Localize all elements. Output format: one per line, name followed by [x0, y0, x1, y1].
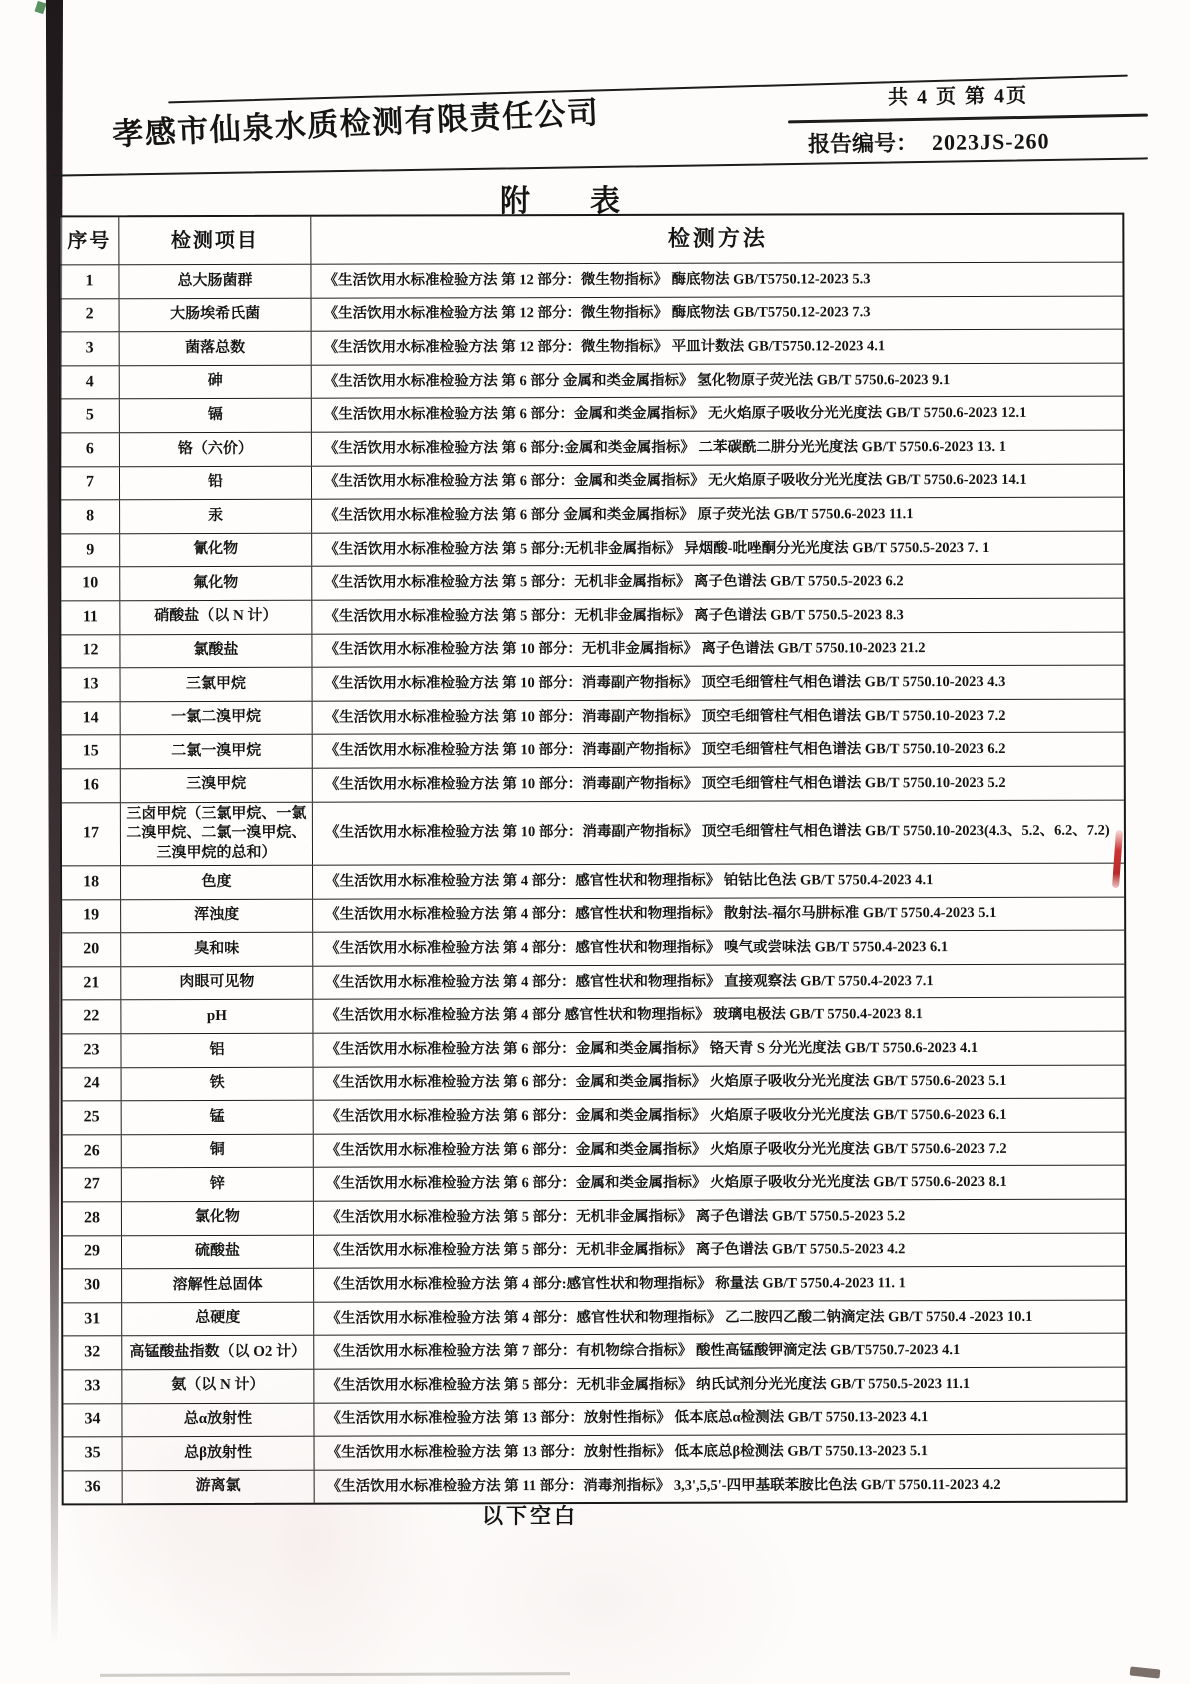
method-cell: 《生活饮用水标准检验方法 第 13 部分：放射性指标》 低本底总β检测法 GB/T 5750.13-2023 5.1 [314, 1435, 1126, 1470]
row-number-cell: 28 [83, 1209, 100, 1227]
item-name-cell: 砷 [119, 366, 311, 399]
item-name-cell: 总硬度 [121, 1302, 313, 1335]
table-row [63, 1333, 1125, 1369]
item-name-cell: 臭和味 [120, 933, 312, 966]
item-name-cell: 三卤甲烷（三氯甲烷、一氯二溴甲烷、二氯一溴甲烷、三溴甲烷的总和） [120, 802, 312, 865]
method-cell: 《生活饮用水标准检验方法 第 12 部分：微生物指标》 酶底物法 GB/T5750.12-2023 5.3 [310, 263, 1122, 298]
bottom-right-mark [1130, 1666, 1161, 1678]
table-row [63, 1367, 1125, 1403]
table-row [63, 1266, 1125, 1302]
table-row [63, 1199, 1125, 1235]
method-cell: 《生活饮用水标准检验方法 第 6 部分：金属和类金属指标》 火焰原子吸收分光光度法 GB/T 5750.6-2023 8.1 [313, 1166, 1125, 1201]
green-corner-mark [35, 1, 47, 14]
method-cell: 《生活饮用水标准检验方法 第 4 部分：感官性状和物理指标》 铂钴比色法 GB/T 5750.4-2023 4.1 [312, 864, 1124, 899]
item-name-cell: 氯酸盐 [119, 634, 311, 667]
row-number-cell: 18 [83, 873, 100, 891]
table-row [64, 1434, 1126, 1470]
table-row [62, 896, 1124, 932]
table-row [61, 362, 1123, 398]
footer-note: 以下空白 [482, 1504, 578, 1528]
row-number-cell: 14 [82, 708, 99, 726]
row-number-cell: 27 [83, 1175, 100, 1193]
item-name-cell: 总β放射性 [122, 1437, 314, 1470]
method-cell: 《生活饮用水标准检验方法 第 4 部分：感官性状和物理指标》 乙二胺四乙酸二钠滴定法 GB/T 5750.4 -2023 10.1 [313, 1300, 1125, 1335]
table-row [62, 930, 1124, 966]
report-number [808, 124, 1050, 158]
table-row [61, 564, 1123, 600]
table-row [61, 295, 1123, 331]
table-row [62, 799, 1124, 865]
item-name-cell: 铜 [121, 1134, 313, 1167]
item-name-cell: 铅 [119, 466, 311, 499]
methods-table [58, 213, 1127, 1506]
method-cell: 《生活饮用水标准检验方法 第 11 部分：消毒剂指标》 3,3',5,5'-四甲基联苯胺比色法 GB/T 5750.11-2023 4.2 [314, 1468, 1126, 1503]
item-name-cell: 总α放射性 [121, 1403, 313, 1436]
table-row [61, 530, 1123, 566]
item-name-cell: 铬（六价） [119, 433, 311, 466]
method-cell: 《生活饮用水标准检验方法 第 6 部分:金属和类金属指标》 二苯碳酰二肼分光光度法 GB/T 5750.6-2023 13. 1 [311, 431, 1123, 466]
row-number-cell: 30 [84, 1276, 101, 1294]
report-number-label: 报告编号： [807, 130, 919, 157]
table-row [63, 1232, 1125, 1268]
method-cell: 《生活饮用水标准检验方法 第 13 部分：放射性指标》 低本底总α检测法 GB/T 5750.13-2023 4.1 [313, 1401, 1125, 1436]
table-row [63, 1131, 1125, 1167]
row-number-cell: 6 [85, 440, 94, 458]
row-number-cell: 23 [83, 1041, 100, 1059]
row-number-cell: 26 [83, 1141, 100, 1159]
row-number-cell: 32 [84, 1343, 101, 1361]
method-cell: 《生活饮用水标准检验方法 第 5 部分：无机非金属指标》 离子色谱法 GB/T 5750.5-2023 8.3 [311, 599, 1123, 634]
table-row [63, 1400, 1125, 1436]
method-cell: 《生活饮用水标准检验方法 第 10 部分：消毒副产物指标》 顶空毛细管柱气相色谱法 GB/T 5750.10-2023 6.2 [312, 733, 1124, 768]
table-row [61, 463, 1123, 499]
item-name-cell: 铝 [120, 1034, 312, 1067]
row-number-cell: 4 [85, 372, 94, 390]
table-row [61, 598, 1123, 634]
table-row [63, 1064, 1125, 1100]
method-cell: 《生活饮用水标准检验方法 第 6 部分：金属和类金属指标》 火焰原子吸收分光光度法 GB/T 5750.6-2023 5.1 [313, 1065, 1125, 1100]
table-row [63, 1098, 1125, 1134]
table-body [60, 262, 1125, 1504]
table-row [63, 1165, 1125, 1201]
header-cell-method: 检测方法 [310, 215, 1122, 264]
row-number-cell: 9 [86, 540, 95, 558]
item-name-cell: 大肠埃希氏菌 [119, 298, 311, 331]
item-name-cell: 一氯二溴甲烷 [120, 701, 312, 734]
row-number-cell: 7 [85, 473, 95, 491]
header-cell-item: 检测项目 [118, 217, 310, 265]
method-cell: 《生活饮用水标准检验方法 第 5 部分：无机非金属指标》 离子色谱法 GB/T 5750.5-2023 6.2 [311, 565, 1123, 600]
bottom-edge-smudge [100, 1672, 570, 1677]
row-number-cell: 3 [85, 339, 94, 357]
item-name-cell: 氯化物 [121, 1202, 313, 1235]
row-number-cell: 16 [82, 776, 99, 794]
item-name-cell: 浑浊度 [120, 899, 312, 932]
row-number-cell: 25 [83, 1108, 100, 1126]
method-cell: 《生活饮用水标准检验方法 第 6 部分 金属和类金属指标》 原子荧光法 GB/T 5750.6-2023 11.1 [311, 498, 1123, 533]
table-row [62, 863, 1124, 899]
item-name-cell: 总大肠菌群 [118, 265, 310, 298]
row-number-cell: 2 [85, 305, 94, 323]
table-row [62, 698, 1124, 734]
method-cell: 《生活饮用水标准检验方法 第 5 部分:无机非金属指标》 异烟酸-吡唑酮分光光度法 GB/T 5750.5-2023 7. 1 [311, 531, 1123, 566]
row-number-cell: 10 [82, 574, 99, 592]
item-name-cell: 菌落总数 [119, 332, 311, 365]
row-number-cell: 12 [82, 641, 99, 659]
row-number-cell: 19 [83, 906, 100, 924]
item-name-cell: 硫酸盐 [121, 1235, 313, 1268]
row-number-cell: 29 [84, 1242, 101, 1260]
table-row [61, 497, 1123, 533]
item-name-cell: 镉 [119, 399, 311, 432]
row-number-cell: 33 [84, 1377, 101, 1395]
table-row [64, 1467, 1126, 1503]
table-row [61, 631, 1123, 667]
item-name-cell: 溶解性总固体 [121, 1269, 313, 1302]
header-rule-bottom [52, 157, 1148, 177]
item-name-cell: 色度 [120, 866, 312, 899]
row-number-cell: 36 [84, 1477, 101, 1495]
table-row [62, 1031, 1124, 1067]
item-name-cell: 氰化物 [119, 533, 311, 566]
method-cell: 《生活饮用水标准检验方法 第 10 部分：消毒副产物指标》 顶空毛细管柱气相色谱法 GB/T 5750.10-2023 7.2 [312, 699, 1124, 734]
row-number-cell: 13 [82, 675, 99, 693]
method-cell: 《生活饮用水标准检验方法 第 5 部分：无机非金属指标》 离子色谱法 GB/T 5750.5-2023 5.2 [313, 1200, 1125, 1235]
row-number-cell: 17 [82, 824, 99, 842]
method-cell: 《生活饮用水标准检验方法 第 10 部分：消毒副产物指标》 顶空毛细管柱气相色谱法 GB/T 5750.10-2023 5.2 [312, 767, 1124, 802]
row-number-cell: 1 [85, 272, 94, 290]
row-number-cell: 35 [84, 1444, 101, 1462]
table-row [60, 262, 1122, 298]
item-name-cell: 高锰酸盐指数（以 O2 计） [121, 1336, 313, 1369]
method-cell: 《生活饮用水标准检验方法 第 4 部分：感官性状和物理指标》 直接观察法 GB/T 5750.4-2023 7.1 [312, 964, 1124, 999]
table-row [62, 997, 1124, 1033]
item-name-cell: 三氯甲烷 [119, 668, 311, 701]
item-name-cell: 铁 [121, 1067, 313, 1100]
row-number-cell: 5 [85, 406, 94, 424]
method-cell: 《生活饮用水标准检验方法 第 6 部分：金属和类金属指标》 无火焰原子吸收分光光度法 GB/T 5750.6-2023 12.1 [311, 397, 1123, 432]
item-name-cell: 汞 [119, 500, 311, 533]
company-name: 孝感市仙泉水质检测有限责任公司 [111, 94, 601, 153]
table-header-row [60, 215, 1122, 265]
page-count: 共 4 页 第 4页 [887, 85, 1029, 109]
item-name-cell: 游离氯 [122, 1470, 314, 1503]
item-name-cell: pH [120, 1000, 312, 1033]
row-number-cell: 20 [83, 940, 100, 958]
report-number-value: 2023JS-260 [931, 128, 1050, 155]
pageinfo-underline [788, 114, 1148, 124]
row-number-cell: 8 [86, 507, 95, 525]
header-cell-no: 序号 [67, 229, 112, 252]
method-cell: 《生活饮用水标准检验方法 第 5 部分：无机非金属指标》 纳氏试剂分光光度法 GB/T 5750.5-2023 11.1 [313, 1368, 1125, 1403]
method-cell: 《生活饮用水标准检验方法 第 12 部分：微生物指标》 酶底物法 GB/T5750.12-2023 7.3 [311, 296, 1123, 331]
table-row [62, 963, 1124, 999]
table-row [62, 732, 1124, 768]
method-cell: 《生活饮用水标准检验方法 第 12 部分：微生物指标》 平皿计数法 GB/T5750.12-2023 4.1 [311, 330, 1123, 365]
table-row [61, 665, 1123, 701]
method-cell: 《生活饮用水标准检验方法 第 5 部分：无机非金属指标》 离子色谱法 GB/T 5750.5-2023 4.2 [313, 1233, 1125, 1268]
row-number-cell: 24 [83, 1074, 100, 1092]
item-name-cell: 氨（以 N 计） [121, 1370, 313, 1403]
item-name-cell: 锌 [121, 1168, 313, 1201]
item-name-cell: 肉眼可见物 [120, 967, 312, 1000]
method-cell: 《生活饮用水标准检验方法 第 4 部分:感官性状和物理指标》 称量法 GB/T 5750.4-2023 11. 1 [313, 1267, 1125, 1302]
method-cell: 《生活饮用水标准检验方法 第 7 部分：有机物综合指标》 酸性高锰酸钾滴定法 GB/T5750.7-2023 4.1 [313, 1334, 1125, 1369]
method-cell: 《生活饮用水标准检验方法 第 6 部分：金属和类金属指标》 铬天青 S 分光光度法 GB/T 5750.6-2023 4.1 [312, 1032, 1124, 1067]
row-number-cell: 31 [84, 1309, 101, 1327]
method-cell: 《生活饮用水标准检验方法 第 10 部分：消毒副产物指标》 顶空毛细管柱气相色谱法 GB/T 5750.10-2023 4.3 [311, 666, 1123, 701]
method-cell: 《生活饮用水标准检验方法 第 10 部分：无机非金属指标》 离子色谱法 GB/T 5750.10-2023 21.2 [311, 632, 1123, 667]
row-number-cell: 15 [82, 742, 99, 760]
item-name-cell: 三溴甲烷 [120, 769, 312, 802]
method-cell: 《生活饮用水标准检验方法 第 6 部分 金属和类金属指标》 氢化物原子荧光法 GB/T 5750.6-2023 9.1 [311, 363, 1123, 398]
row-number-cell: 11 [82, 608, 98, 626]
page-title: 附 表 [500, 185, 620, 218]
table-row [61, 430, 1123, 466]
item-name-cell: 硝酸盐（以 N 计） [119, 601, 311, 634]
item-name-cell: 氟化物 [119, 567, 311, 600]
item-name-cell: 二氯一溴甲烷 [120, 735, 312, 768]
table-row [62, 766, 1124, 802]
method-cell: 《生活饮用水标准检验方法 第 4 部分：感官性状和物理指标》 散射法-福尔马肼标准 GB/T 5750.4-2023 5.1 [312, 897, 1124, 932]
method-cell: 《生活饮用水标准检验方法 第 4 部分 感官性状和物理指标》 玻璃电极法 GB/T 5750.4-2023 8.1 [312, 998, 1124, 1033]
table-row [61, 396, 1123, 432]
item-name-cell: 锰 [121, 1101, 313, 1134]
row-number-cell: 34 [84, 1410, 101, 1428]
table-row [61, 329, 1123, 365]
row-number-cell: 22 [83, 1007, 100, 1025]
table-row [63, 1299, 1125, 1335]
method-cell: 《生活饮用水标准检验方法 第 6 部分：金属和类金属指标》 无火焰原子吸收分光光度法 GB/T 5750.6-2023 14.1 [311, 464, 1123, 499]
row-number-cell: 21 [83, 973, 100, 992]
method-cell: 《生活饮用水标准检验方法 第 10 部分：消毒副产物指标》 顶空毛细管柱气相色谱法 GB/T 5750.10-2023(4.3、5.2、6.2、7.2) [312, 800, 1124, 865]
method-cell: 《生活饮用水标准检验方法 第 6 部分：金属和类金属指标》 火焰原子吸收分光光度法 GB/T 5750.6-2023 6.1 [313, 1099, 1125, 1134]
method-cell: 《生活饮用水标准检验方法 第 4 部分：感官性状和物理指标》 嗅气或尝味法 GB/T 5750.4-2023 6.1 [312, 931, 1124, 966]
method-cell: 《生活饮用水标准检验方法 第 6 部分：金属和类金属指标》 火焰原子吸收分光光度法 GB/T 5750.6-2023 7.2 [313, 1132, 1125, 1167]
